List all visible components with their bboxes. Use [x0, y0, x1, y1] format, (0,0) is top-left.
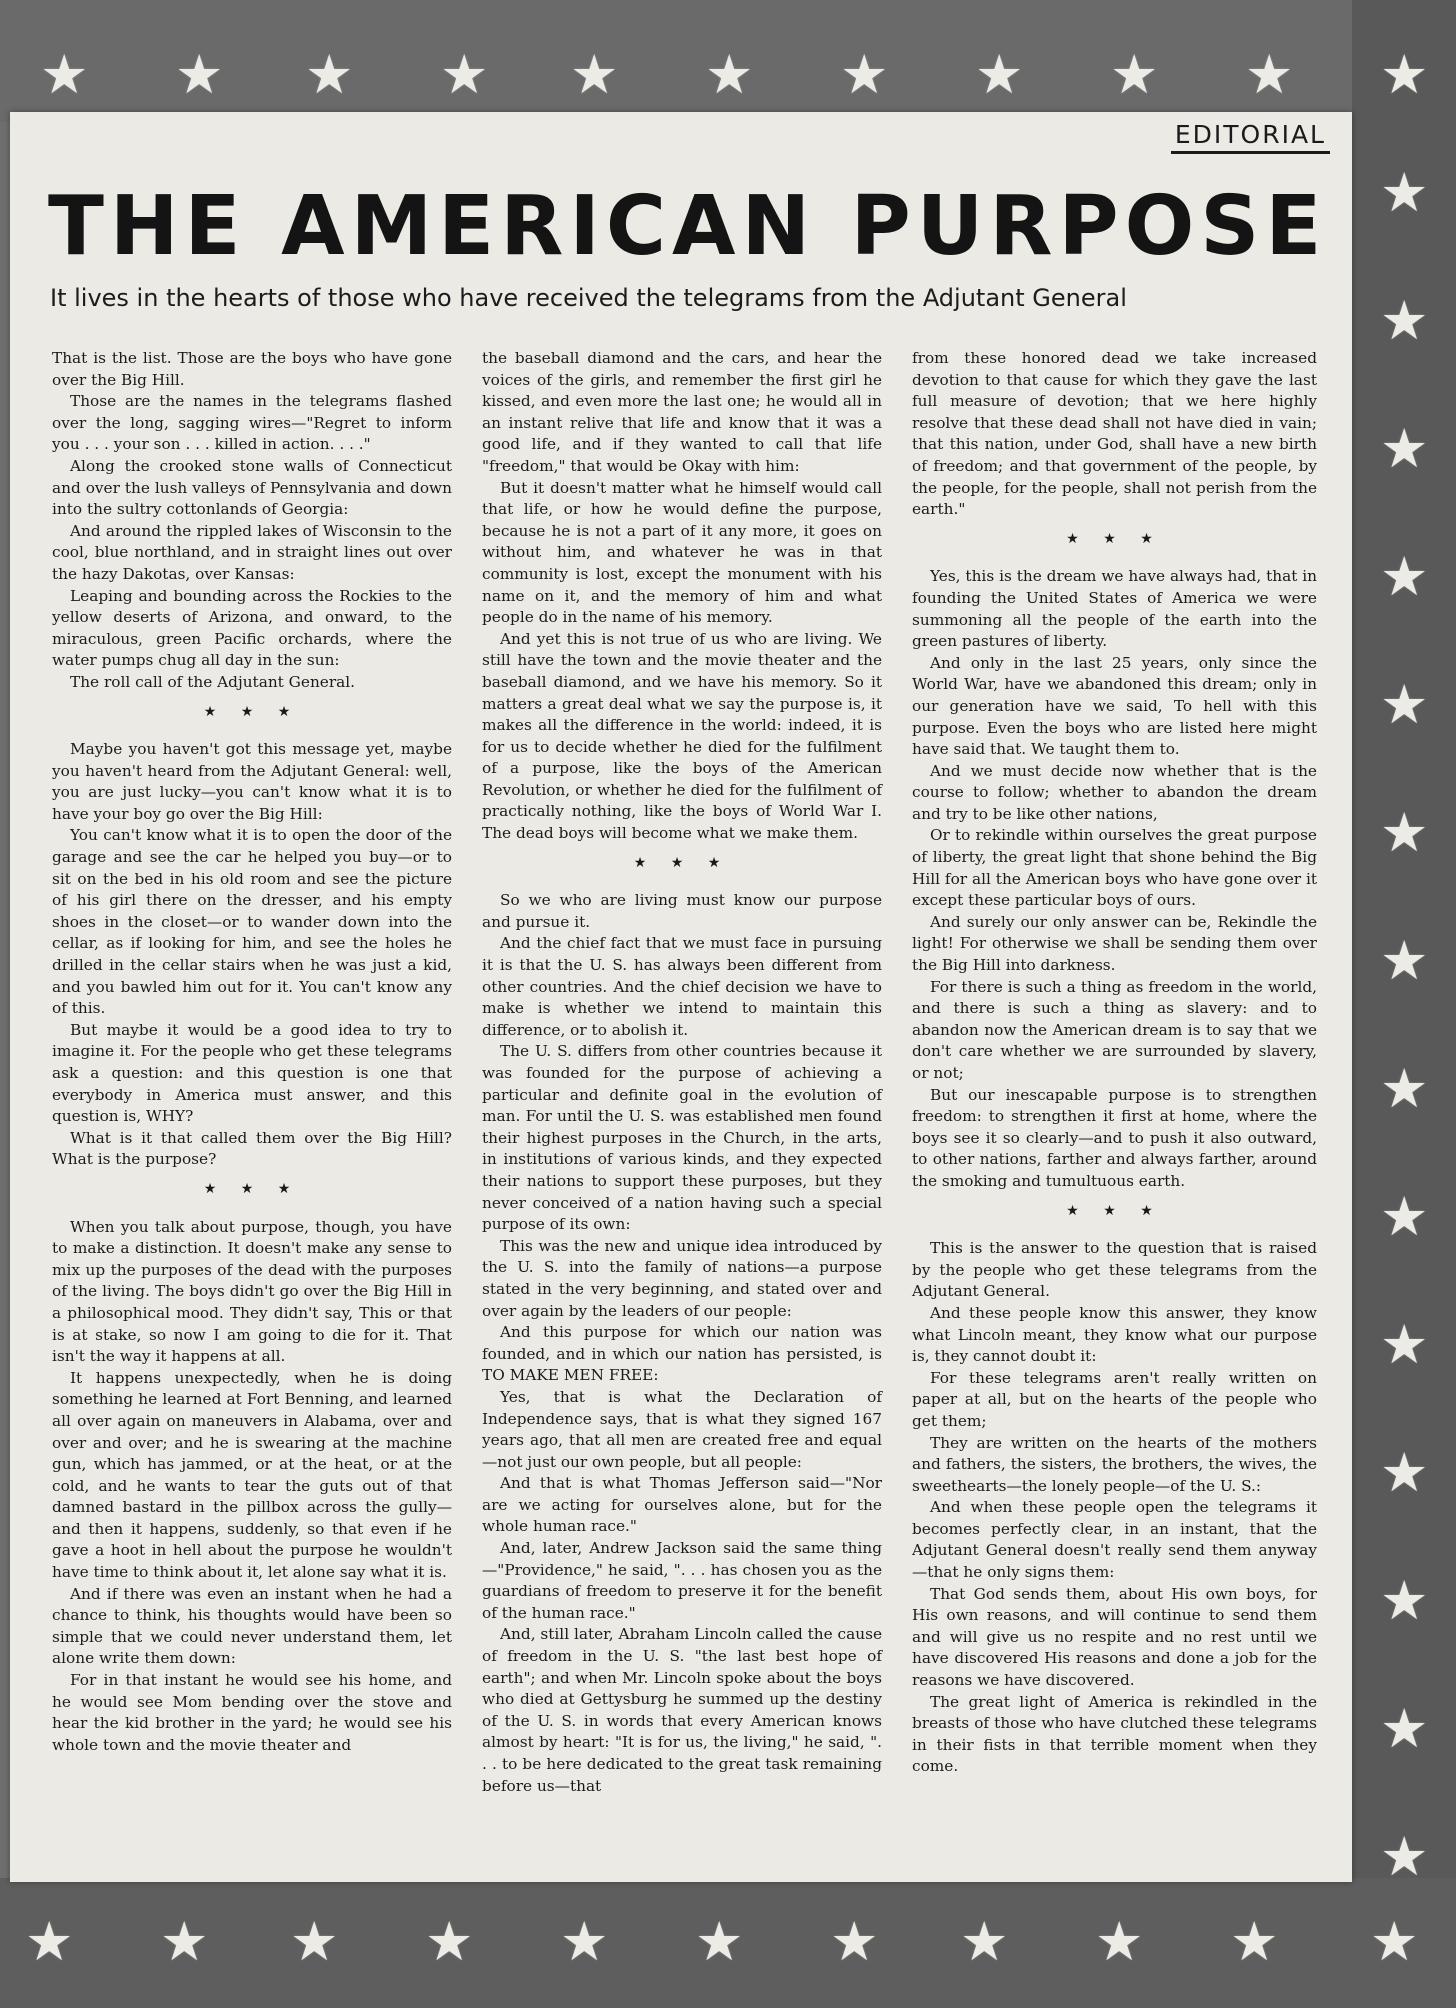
star-icon: ★ [1110, 43, 1159, 106]
star-icon: ★ [160, 1910, 209, 1973]
star-icon: ★ [1380, 417, 1429, 480]
star-icon: ★ [1380, 1185, 1429, 1248]
paragraph: And if there was even an instant when he had a chance to think, his thoughts would have been so simple that we could never understand them, let alone write them down: [52, 1584, 452, 1668]
paragraph: And, later, Andrew Jackson said the same thing—"Providence," he said, ". . . has chosen you as the guardians of freedom to preserve it for the benefit of the human race." [482, 1539, 882, 1622]
star-icon: ★ [960, 1910, 1009, 1973]
paragraph: Or to rekindle within ourselves the great purpose of liberty, the great light that shone behind the Big Hill for all the American boys who have gone over it except these particular boys of ours. [912, 826, 1317, 910]
star-icon: ★ [175, 43, 224, 106]
section-separator: ★ ★ ★ [203, 703, 301, 720]
star-icon: ★ [1380, 43, 1429, 106]
paragraph: But our inescapable purpose is to strengthen freedom: to strengthen it first at home, where the boys see it so clearly—and to push it also outward, to other nations, farther and always farther, around the smoking and tumultuous earth. [912, 1085, 1317, 1190]
page-title: THE AMERICAN PURPOSE [48, 179, 1328, 274]
paragraph: And around the rippled lakes of Wisconsin to the cool, blue northland, and in straight lines out over the hazy Dakotas, over Kansas: [52, 521, 452, 583]
paragraph: For there is such a thing as freedom in the world, and there is such a thing as slavery: and to abandon now the American dream is to say that we don't care whether we are surrounded by slavery, or not; [912, 977, 1317, 1082]
paragraph: And that is what Thomas Jefferson said—"Nor are we acting for ourselves alone, but for the whole human race." [482, 1474, 882, 1536]
article-column-1 [52, 348, 452, 1756]
article-column-3 [912, 348, 1317, 1778]
star-icon: ★ [560, 1910, 609, 1973]
paragraph: That God sends them, about His own boys, for His own reasons, and will continue to send them and will give us no respite and no rest until we have discovered His reasons and done a job for the reasons we have discovered. [912, 1584, 1317, 1690]
star-icon: ★ [975, 43, 1024, 106]
paragraph: For these telegrams aren't really written on paper at all, but on the hearts of the people who get them; [912, 1368, 1317, 1430]
paragraph: And when these people open the telegrams it becomes perfectly clear, in an instant, that the Adjutant General doesn't really send them anyway—that he only signs them: [912, 1498, 1317, 1582]
paragraph: This is the answer to the question that is raised by the people who get these telegrams from the Adjutant General. [912, 1239, 1317, 1301]
paragraph: And yet this is not true of us who are living. We still have the town and the movie theater and the baseball diamond, and we have his memory. So it matters a great deal what we say the purpose is, it makes all the difference in the world: indeed, it is for us to decide whether he died for the fulfilment of a purpose, like the boys of the American Revolution, or whether he died for the fulfilment of practically nothing, like the boys of World War I. The dead boys will become what we make them. [482, 629, 882, 843]
section-separator: ★ ★ ★ [203, 1180, 301, 1197]
star-icon: ★ [1380, 801, 1429, 864]
paragraph: And these people know this answer, they know what Lincoln meant, they know what our purpose is, they cannot doubt it: [912, 1303, 1317, 1366]
star-icon: ★ [1380, 1313, 1429, 1376]
paragraph: Along the crooked stone walls of Connecticut and over the lush valleys of Pennsylvania and down into the sultry cottonlands of Georgia: [52, 456, 452, 519]
star-icon: ★ [1380, 929, 1429, 992]
paragraph: the baseball diamond and the cars, and hear the voices of the girls, and remember the first girl he kissed, and even more the last one; he would all in an instant relive that life and know that it was a good life, and if they wanted to call that life "freedom," that would be Okay with him: [482, 349, 882, 475]
paragraph: Leaping and bounding across the Rockies to the yellow deserts of Arizona, and onward, to the miraculous, green Pacific orchards, where the water pumps chug all day in the sun: [52, 586, 452, 670]
paragraph: For in that instant he would see his home, and he would see Mom bending over the stove and hear the kid brother in the yard; he would see his whole town and the movie theater and [52, 1671, 452, 1754]
paragraph: Maybe you haven't got this message yet, maybe you haven't heard from the Adjutant General: well, you are just lucky—you can't know what it is to have your boy go over the Big Hill: [52, 740, 452, 823]
paragraph: Those are the names in the telegrams flashed over the long, sagging wires—"Regret to inform you . . . your son . . . killed in action. . . ." [52, 392, 452, 454]
star-icon: ★ [1370, 1910, 1419, 1973]
star-icon: ★ [695, 1910, 744, 1973]
star-icon: ★ [1380, 1825, 1429, 1888]
star-icon: ★ [840, 43, 889, 106]
section-separator: ★ ★ ★ [1066, 530, 1163, 547]
paragraph: It happens unexpectedly, when he is doing something he learned at Fort Benning, and learned all over again on maneuvers in Alabama, over and over and over; and he is swearing at the machine gun, which has jammed, or at the heat, or at the cold, and he wants to tear the guts out of that damned bastard in the pillbox across the gully—and then it happens, suddenly, so that even if he gave a hoot in hell about the purpose he wouldn't have time to think about it, let alone say what it is. [52, 1368, 452, 1582]
paragraph: The U. S. differs from other countries because it was founded for the purpose of achieving a particular and definite goal in the evolution of man. For until the U. S. was established men found their highest purposes in the Church, in the arts, in institutions of various kinds, and they expected their nations to support these purposes, but they never conceived of a nation having such a special purpose of its own: [482, 1042, 882, 1234]
star-icon: ★ [1380, 161, 1429, 224]
paragraph: This was the new and unique idea introduced by the U. S. into the family of nations—a purpose stated in the very beginning, and stated over and over again by the leaders of our people: [482, 1236, 882, 1320]
paragraph: That is the list. Those are the boys who have gone over the Big Hill. [52, 349, 452, 389]
paragraph: And we must decide now whether that is the course to follow; whether to abandon the dream and try to be like other nations, [912, 761, 1317, 823]
star-icon: ★ [1380, 1057, 1429, 1120]
star-icon: ★ [1380, 1441, 1429, 1504]
magazine-page [10, 112, 1352, 1882]
star-icon: ★ [1230, 1910, 1279, 1973]
paragraph: Yes, this is the dream we have always had, that in founding the United States of America we were summoning all the people of the earth into the green pastures of liberty. [912, 567, 1317, 651]
paragraph: The roll call of the Adjutant General. [70, 672, 356, 691]
star-icon: ★ [570, 43, 619, 106]
paragraph: And surely our only answer can be, Rekindle the light! For otherwise we shall be sending them over the Big Hill into darkness. [912, 912, 1317, 975]
star-icon: ★ [425, 1910, 474, 1973]
star-icon: ★ [705, 43, 754, 106]
paragraph: When you talk about purpose, though, you have to make a distinction. It doesn't make any sense to mix up the purposes of the dead with the purposes of the living. The boys didn't go over the Big Hill in a philosophical mood. They didn't say, This or that is at stake, so now I am going to die for it. That isn't the way it happens at all. [52, 1217, 452, 1366]
paragraph: But maybe it would be a good idea to try to imagine it. For the people who get these telegrams ask a question: and this question is one that everybody in America must answer, and this question is, WHY? [52, 1020, 452, 1126]
star-icon: ★ [440, 43, 489, 106]
section-separator: ★ ★ ★ [633, 854, 731, 871]
star-icon: ★ [830, 1910, 879, 1973]
paragraph: They are written on the hearts of the mothers and fathers, the sisters, the brothers, the wives, the sweethearts—the lonely people—of the U. S.: [912, 1433, 1317, 1495]
section-label: EDITORIAL [1171, 118, 1330, 154]
subtitle: It lives in the hearts of those who have received the telegrams from the Adjutant General [50, 284, 1127, 312]
star-icon: ★ [40, 43, 89, 106]
paragraph: And, still later, Abraham Lincoln called the cause of freedom in the U. S. "the last best hope of earth"; and when Mr. Lincoln spoke about the boys who died at Gettysburg he summed up the destiny of the U. S. in words that every American knows almost by heart: "It is for us, the living," he said, ". . . to be here dedicated to the great task remaining before us—that [482, 1625, 882, 1795]
star-icon: ★ [1380, 289, 1429, 352]
star-icon: ★ [1245, 43, 1294, 106]
section-separator: ★ ★ ★ [1066, 1202, 1163, 1219]
star-icon: ★ [1380, 673, 1429, 736]
paragraph: What is it that called them over the Big Hill? What is the purpose? [52, 1128, 452, 1169]
paragraph: The great light of America is rekindled in the breasts of those who have clutched these telegrams in their fists in that terrible moment when they come. [912, 1692, 1317, 1776]
star-icon: ★ [290, 1910, 339, 1973]
paragraph: But it doesn't matter what he himself would call that life, or how he would define the purpose, because he is not a part of it any more, it goes on without him, and whatever he was in that community is lost, except the monument with his name on it, and the memory of him and what people do in the name of his memory. [482, 478, 882, 627]
paragraph: You can't know what it is to open the door of the garage and see the car he helped you buy—or to sit on the bed in his old room and see the picture of his girl there on the dresser, and his empty shoes in the closet—or to wander down into the cellar, as if looking for him, and see the holes he drilled in the cellar stairs when he was just a kid, and you bawled him out for it. You can't know any of this. [52, 826, 452, 1018]
star-icon: ★ [25, 1910, 74, 1973]
paragraph: And only in the last 25 years, only since the World War, have we abandoned this dream; only in our generation have we said, To hell with this purpose. Even the boys who are listed here might have said that. We taught them to. [912, 653, 1317, 759]
paragraph: from these honored dead we take increased devotion to that cause for which they gave the last full measure of devotion; that we here highly resolve that these dead shall not have died in vain; that this nation, under God, shall have a new birth of freedom; and that government of the people, by the people, for the people, shall not perish from the earth." [912, 349, 1317, 519]
paragraph: Yes, that is what the Declaration of Independence says, that is what they signed 167 years ago, that all men are created free and equal—not just our own people, but all people: [482, 1387, 882, 1471]
star-icon: ★ [1380, 1697, 1429, 1760]
paragraph: So we who are living must know our purpose and pursue it. [482, 891, 882, 931]
star-icon: ★ [305, 43, 354, 106]
paragraph: And this purpose for which our nation was founded, and in which our nation has persisted, is TO MAKE MEN FREE: [482, 1323, 882, 1385]
article-column-2 [482, 348, 882, 1797]
star-icon: ★ [1380, 1569, 1429, 1632]
star-icon: ★ [1095, 1910, 1144, 1973]
paragraph: And the chief fact that we must face in pursuing it is that the U. S. has always been different from other countries. And the chief decision we have to make is whether we intend to maintain this difference, or to abolish it. [482, 934, 882, 1039]
star-icon: ★ [1380, 545, 1429, 608]
